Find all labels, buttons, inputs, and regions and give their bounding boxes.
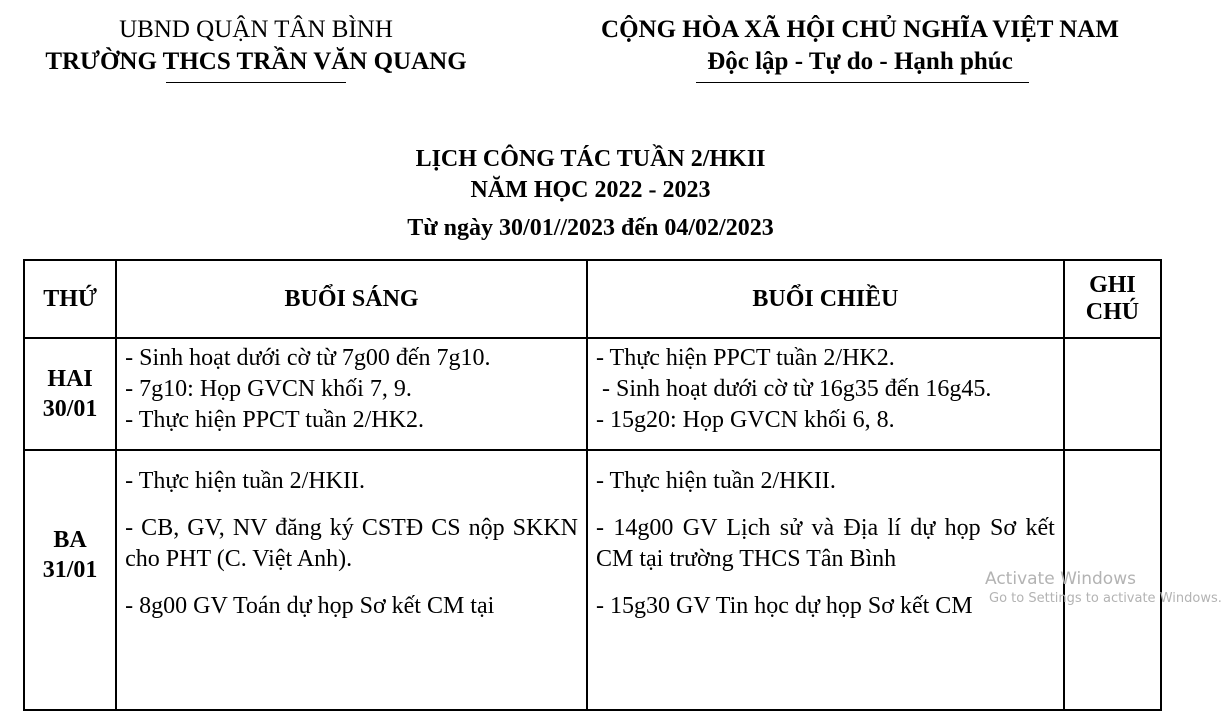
national-title: CỘNG HÒA XÃ HỘI CHỦ NGHĨA VIỆT NAM — [601, 16, 1119, 43]
morning-cell — [116, 450, 587, 710]
day-date: 30/01 — [42, 396, 98, 422]
schedule-item: - 14g00 GV Lịch sử và Địa lí dự họp Sơ kết CM tại trường THCS Tân Bình — [595, 515, 1055, 572]
table-header-row — [24, 260, 1161, 338]
activation-watermark — [985, 568, 1222, 608]
schedule-item: - Thực hiện PPCT tuần 2/HK2. — [125, 407, 424, 433]
schedule-item: - Thực hiện PPCT tuần 2/HK2. — [595, 345, 895, 371]
school-year: NĂM HỌC 2022 - 2023 — [470, 177, 711, 203]
day-date: 31/01 — [42, 557, 98, 583]
document-title: LỊCH CÔNG TÁC TUẦN 2/HKII — [415, 146, 766, 172]
schedule-item: - 15g20: Họp GVCN khối 6, 8. — [595, 407, 895, 433]
schedule-item: - Sinh hoạt dưới cờ từ 7g00 đến 7g10. — [125, 345, 491, 371]
morning-cell — [116, 338, 587, 450]
schedule-item: - 7g10: Họp GVCN khối 7, 9. — [125, 376, 412, 402]
afternoon-cell — [587, 338, 1064, 450]
district-name: UBND QUẬN TÂN BÌNH — [119, 16, 393, 43]
date-range: Từ ngày 30/01//2023 đến 04/02/2023 — [407, 215, 774, 241]
schedule-item: - Sinh hoạt dưới cờ từ 16g35 đến 16g45. — [595, 376, 992, 402]
note-cell — [1064, 338, 1161, 450]
table-row — [24, 338, 1161, 450]
header-right-underline — [696, 82, 1029, 83]
schedule-item: - Thực hiện tuần 2/HKII. — [595, 468, 836, 494]
column-header-morning: BUỔI SÁNG — [116, 260, 587, 338]
schedule-item: - CB, GV, NV đăng ký CSTĐ CS nộp SKKN cho PHT (C. Việt Anh). — [125, 515, 578, 572]
day-name: HAI — [47, 366, 93, 392]
day-cell — [24, 450, 116, 710]
column-header-day: THỨ — [24, 260, 116, 338]
header-left-underline — [166, 82, 346, 83]
day-cell — [24, 338, 116, 450]
column-header-afternoon: BUỔI CHIỀU — [587, 260, 1064, 338]
national-motto: Độc lập - Tự do - Hạnh phúc — [707, 48, 1013, 75]
schedule-table — [23, 259, 1162, 711]
schedule-item: - 8g00 GV Toán dự họp Sơ kết CM tại — [125, 593, 495, 619]
watermark-title: Activate Windows — [985, 569, 1136, 589]
column-header-note: GHI CHÚ — [1064, 260, 1161, 338]
header-right — [556, 14, 1164, 78]
schedule-item: - Thực hiện tuần 2/HKII. — [125, 468, 365, 494]
day-name: BA — [53, 527, 87, 553]
header-left — [0, 14, 512, 78]
watermark-subtitle: Go to Settings to activate Windows. — [989, 591, 1222, 606]
school-name: TRƯỜNG THCS TRẦN VĂN QUANG — [45, 48, 467, 75]
schedule-item: - 15g30 GV Tin học dự họp Sơ kết CM — [595, 593, 973, 619]
